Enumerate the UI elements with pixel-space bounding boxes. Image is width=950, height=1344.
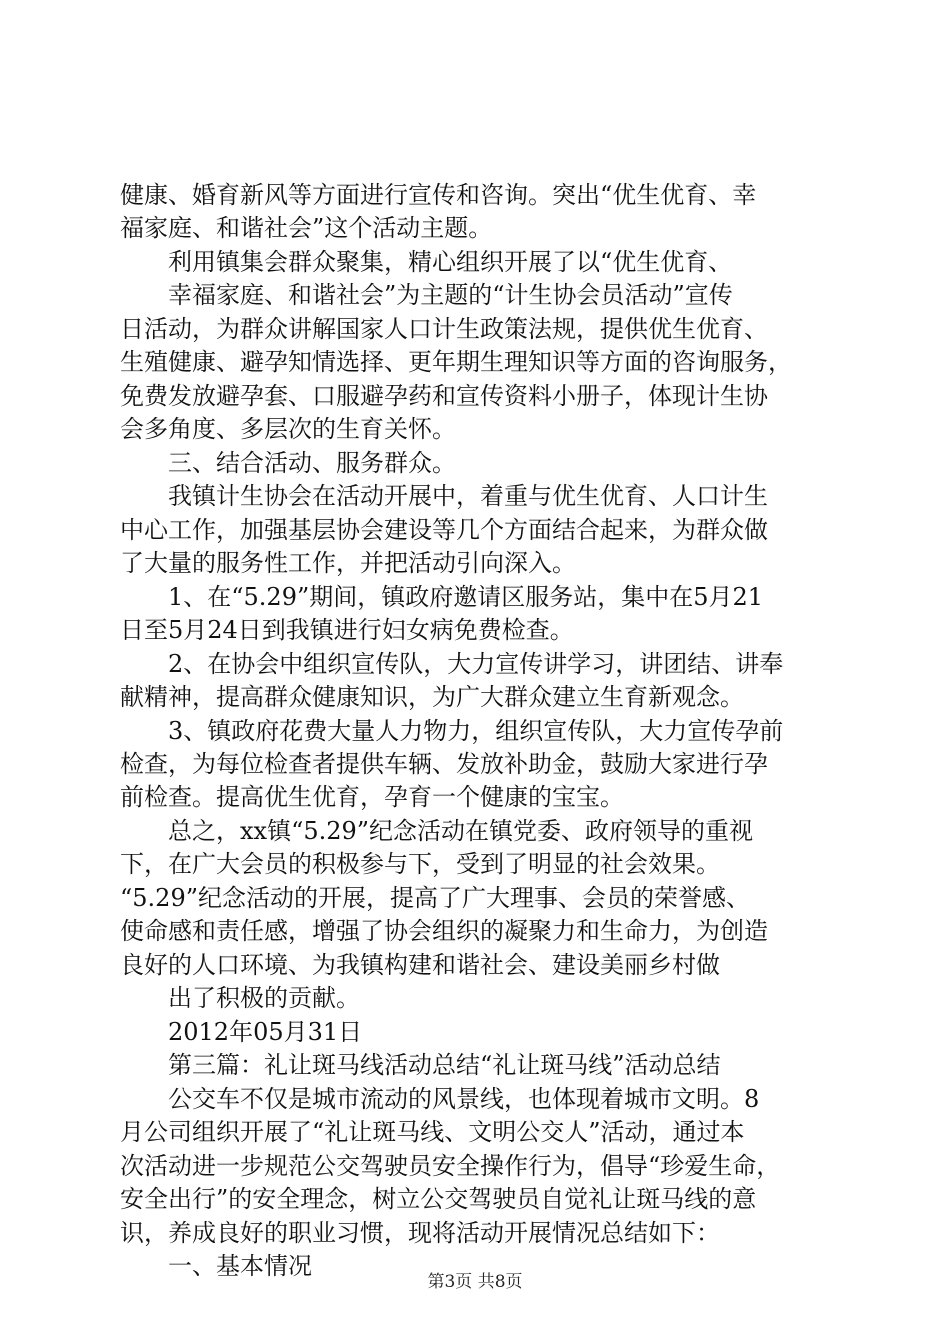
text-line: 前检查。提高优生优育，孕育一个健康的宝宝。 xyxy=(120,783,624,811)
text-line: 利用镇集会群众聚集，精心组织开展了以“优生优育、 xyxy=(168,248,733,276)
text-line: 2、在协会中组织宣传队，大力宣传讲学习，讲团结、讲奉 xyxy=(168,650,784,678)
text-line: 生殖健康、避孕知情选择、更年期生理知识等方面的咨询服务， xyxy=(120,348,792,376)
text-line: 出了积极的贡献。 xyxy=(168,984,360,1012)
text-line: 我镇计生协会在活动开展中，着重与优生优育、人口计生 xyxy=(168,482,768,510)
text-line: 使命感和责任感，增强了协会组织的凝聚力和生命力，为创造 xyxy=(120,917,768,945)
text-line: 健康、婚育新风等方面进行宣传和咨询。突出“优生优育、幸 xyxy=(120,181,757,209)
text-line: 识，养成良好的职业习惯，现将活动开展情况总结如下： xyxy=(120,1219,720,1247)
page-number-footer: 第3页 共8页 xyxy=(427,1272,523,1292)
text-line: 良好的人口环境、为我镇构建和谐社会、建设美丽乡村做 xyxy=(120,951,720,979)
text-line: 日活动，为群众讲解国家人口计生政策法规，提供优生优育、 xyxy=(120,315,768,343)
text-line: 日至5月24日到我镇进行妇女病免费检查。 xyxy=(120,616,574,644)
text-line: “5.29”纪念活动的开展，提高了广大理事、会员的荣誉感、 xyxy=(120,884,750,912)
text-line: 公交车不仅是城市流动的风景线，也体现着城市文明。8 xyxy=(168,1085,760,1113)
text-line: 次活动进一步规范公交驾驶员安全操作行为，倡导“珍爱生命， xyxy=(120,1152,781,1180)
date-line: 2012年05月31日 xyxy=(168,1018,363,1046)
text-line: 中心工作，加强基层协会建设等几个方面结合起来，为群众做 xyxy=(120,516,768,544)
text-line: 福家庭、和谐社会”这个活动主题。 xyxy=(120,214,493,242)
text-line: 1、在“5.29”期间，镇政府邀请区服务站，集中在5月21 xyxy=(168,583,764,611)
text-line: 安全出行”的安全理念，树立公交驾驶员自觉礼让斑马线的意 xyxy=(120,1185,757,1213)
text-line: 幸福家庭、和谐社会”为主题的“计生协会员活动”宣传 xyxy=(168,281,733,309)
text-line: 总之，xx镇“5.29”纪念活动在镇党委、政府领导的重视 xyxy=(168,817,754,845)
text-line: 会多角度、多层次的生育关怀。 xyxy=(120,415,456,443)
text-line: 了大量的服务性工作，并把活动引向深入。 xyxy=(120,549,576,577)
text-line: 献精神，提高群众健康知识，为广大群众建立生育新观念。 xyxy=(120,683,744,711)
section-heading: 三、结合活动、服务群众。 xyxy=(168,449,456,477)
text-line: 免费发放避孕套、口服避孕药和宣传资料小册子，体现计生协 xyxy=(120,382,768,410)
text-line: 月公司组织开展了“礼让斑马线、文明公交人”活动，通过本 xyxy=(120,1118,745,1146)
text-line: 3、镇政府花费大量人力物力，组织宣传队，大力宣传孕前 xyxy=(168,717,784,745)
text-line: 下，在广大会员的积极参与下，受到了明显的社会效果。 xyxy=(120,850,720,878)
text-line: 检查，为每位检查者提供车辆、发放补助金，鼓励大家进行孕 xyxy=(120,750,768,778)
section-heading: 一、基本情况 xyxy=(168,1252,312,1280)
chapter-title: 第三篇：礼让斑马线活动总结“礼让斑马线”活动总结 xyxy=(168,1051,721,1079)
